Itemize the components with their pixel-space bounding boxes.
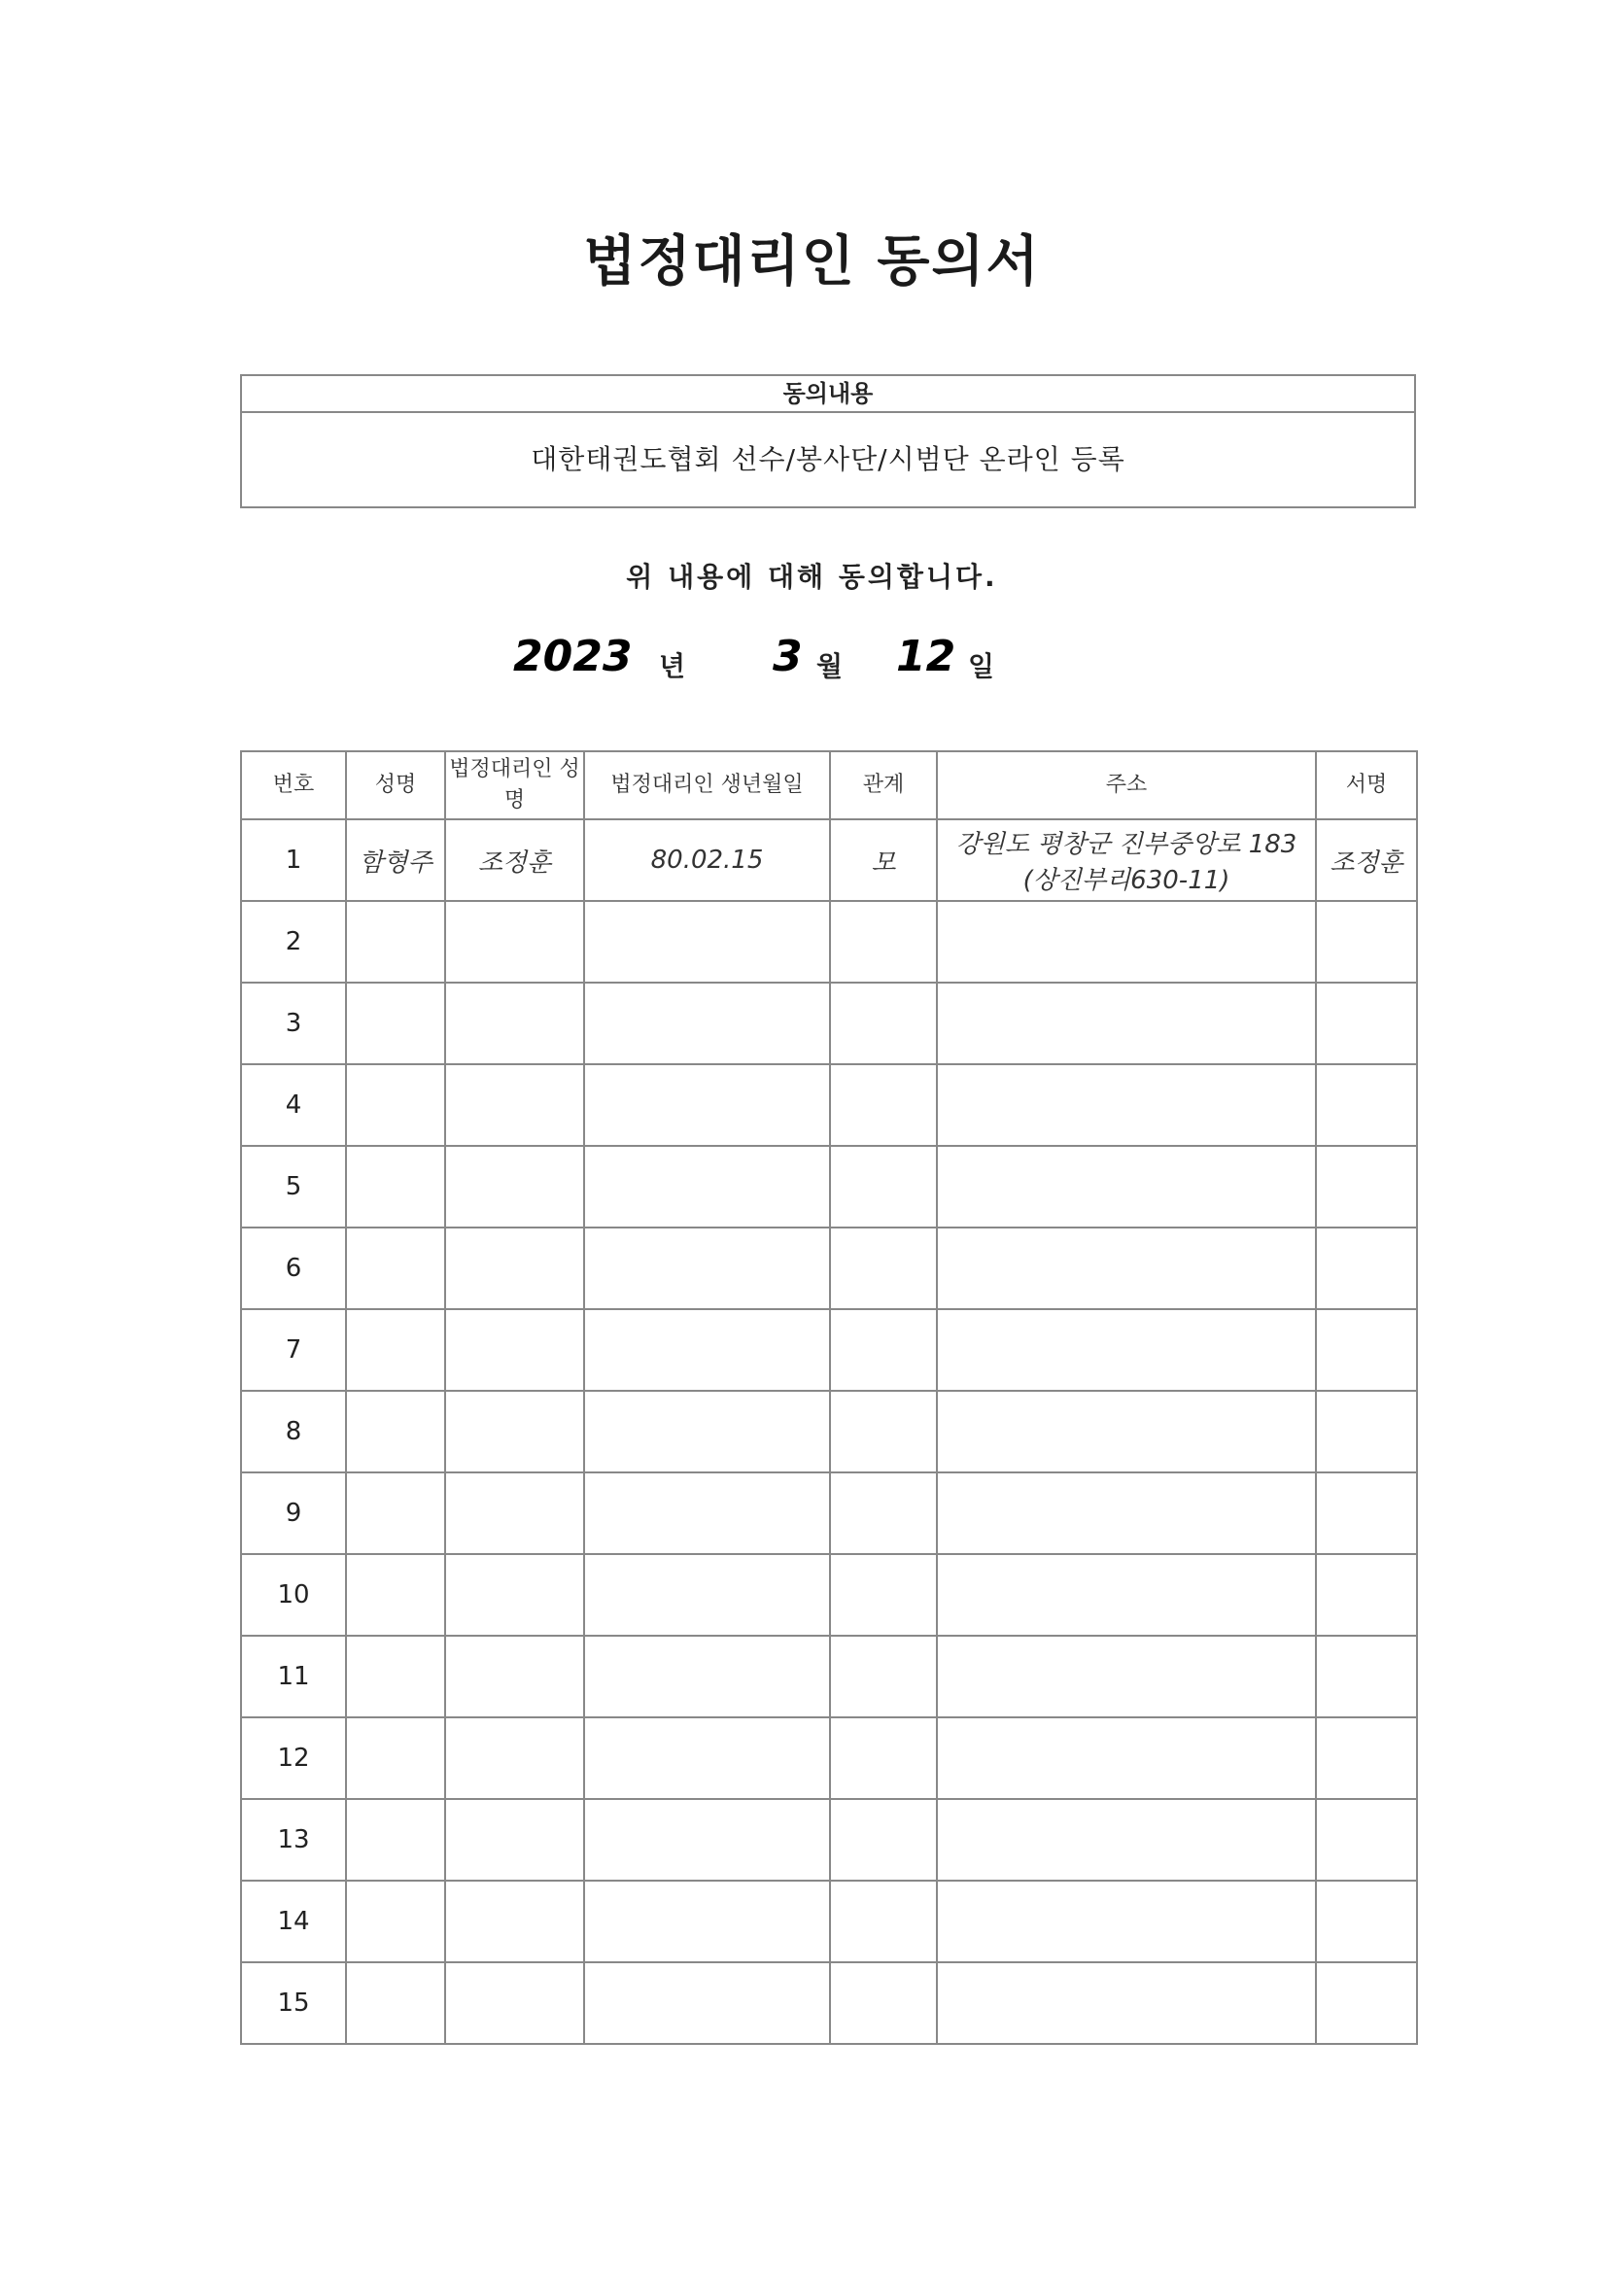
cell-relation [830,1472,937,1554]
cell-relation [830,1636,937,1717]
cell-signature [1316,1717,1417,1799]
cell-address [937,1962,1316,2044]
cell-name [346,1636,445,1717]
cell-guardian-name [445,983,584,1064]
cell-name [346,1228,445,1309]
cell-name [346,1309,445,1391]
cell-no: 4 [241,1064,346,1146]
cell-guardian-birth [584,1228,830,1309]
cell-no: 12 [241,1717,346,1799]
header-no: 번호 [241,751,346,819]
cell-signature [1316,1962,1417,2044]
cell-address [937,1309,1316,1391]
table-row [241,1309,1417,1391]
cell-signature [1316,1554,1417,1636]
cell-relation [830,1228,937,1309]
cell-no: 6 [241,1228,346,1309]
cell-name [346,1554,445,1636]
table-header-row [241,751,1417,819]
cell-guardian-name [445,901,584,983]
header-guardian-name: 법정대리인 성명 [445,751,584,819]
date-month-label: 월 [816,650,844,682]
date-day: 12 [896,632,956,681]
cell-relation [830,983,937,1064]
cell-relation [830,1554,937,1636]
cell-name [346,1146,445,1228]
cell-address [937,1881,1316,1962]
cell-guardian-name [445,1391,584,1472]
cell-no: 3 [241,983,346,1064]
cell-guardian-birth [584,1309,830,1391]
cell-address [937,1717,1316,1799]
cell-name [346,1717,445,1799]
header-guardian-birth: 법정대리인 생년월일 [584,751,830,819]
cell-guardian-name: 조정훈 [445,819,584,901]
cell-relation [830,1881,937,1962]
table-row [241,1472,1417,1554]
table-row [241,1228,1417,1309]
cell-no: 5 [241,1146,346,1228]
cell-address [937,1472,1316,1554]
consent-header: 동의내용 [242,376,1414,413]
cell-signature [1316,1636,1417,1717]
cell-signature [1316,1881,1417,1962]
cell-guardian-birth [584,1799,830,1881]
cell-no: 9 [241,1472,346,1554]
cell-guardian-birth [584,1717,830,1799]
date-row [0,632,1624,690]
cell-name [346,983,445,1064]
cell-relation [830,1146,937,1228]
cell-guardian-birth [584,1554,830,1636]
cell-no: 7 [241,1309,346,1391]
cell-guardian-birth [584,1472,830,1554]
header-signature: 서명 [1316,751,1417,819]
cell-no: 10 [241,1554,346,1636]
table-row [241,1146,1417,1228]
page-title: 법정대리인 동의서 [583,230,1041,294]
date-month: 3 [773,632,803,681]
cell-address [937,1064,1316,1146]
cell-guardian-birth [584,983,830,1064]
cell-relation [830,1309,937,1391]
cell-signature [1316,983,1417,1064]
cell-signature [1316,1391,1417,1472]
cell-relation [830,901,937,983]
cell-no: 11 [241,1636,346,1717]
cell-guardian-name [445,1881,584,1962]
cell-no: 14 [241,1881,346,1962]
table-row [241,1881,1417,1962]
cell-name [346,1962,445,2044]
cell-guardian-name [445,1636,584,1717]
table-row [241,1636,1417,1717]
cell-address: 강원도 평창군 진부중앙로 183 (상진부리630-11) [937,819,1316,901]
cell-signature [1316,1228,1417,1309]
table-row [241,1554,1417,1636]
cell-guardian-name [445,1554,584,1636]
agreement-statement: 위 내용에 대해 동의합니다. [626,561,998,593]
header-relation: 관계 [830,751,937,819]
cell-guardian-name [445,1309,584,1391]
cell-guardian-birth [584,1391,830,1472]
cell-relation [830,1391,937,1472]
cell-address [937,1391,1316,1472]
cell-signature: 조정훈 [1316,819,1417,901]
table-row [241,901,1417,983]
table-row [241,1962,1417,2044]
table-row [241,819,1417,901]
cell-signature [1316,901,1417,983]
cell-name [346,1472,445,1554]
table-row [241,1717,1417,1799]
cell-no: 1 [241,819,346,901]
cell-guardian-name [445,1146,584,1228]
cell-signature [1316,1472,1417,1554]
cell-guardian-birth [584,1881,830,1962]
cell-signature [1316,1064,1417,1146]
cell-name [346,1799,445,1881]
guardian-table [240,750,1418,2045]
header-name: 성명 [346,751,445,819]
cell-address [937,1636,1316,1717]
cell-guardian-birth [584,1146,830,1228]
cell-signature [1316,1146,1417,1228]
cell-guardian-birth [584,901,830,983]
cell-no: 8 [241,1391,346,1472]
cell-no: 2 [241,901,346,983]
cell-guardian-name [445,1962,584,2044]
date-day-label: 일 [968,650,995,682]
cell-name: 함형주 [346,819,445,901]
cell-relation [830,1064,937,1146]
cell-signature [1316,1309,1417,1391]
cell-signature [1316,1799,1417,1881]
cell-no: 13 [241,1799,346,1881]
date-year: 2023 [513,632,633,681]
cell-relation [830,1962,937,2044]
cell-name [346,1064,445,1146]
cell-address [937,1554,1316,1636]
cell-name [346,1881,445,1962]
cell-guardian-birth [584,1962,830,2044]
cell-no: 15 [241,1962,346,2044]
cell-guardian-name [445,1472,584,1554]
table-row [241,1391,1417,1472]
cell-address [937,901,1316,983]
cell-address [937,1228,1316,1309]
cell-relation [830,1799,937,1881]
consent-content-box [240,374,1416,508]
cell-relation: 모 [830,819,937,901]
cell-address [937,1146,1316,1228]
header-address: 주소 [937,751,1316,819]
date-year-label: 년 [659,650,686,682]
cell-guardian-birth: 80.02.15 [584,819,830,901]
cell-guardian-name [445,1799,584,1881]
cell-guardian-name [445,1064,584,1146]
cell-guardian-birth [584,1064,830,1146]
cell-name [346,901,445,983]
cell-guardian-name [445,1717,584,1799]
consent-body: 대한태권도협회 선수/봉사단/시범단 온라인 등록 [531,443,1125,475]
cell-relation [830,1717,937,1799]
table-row [241,983,1417,1064]
table-row [241,1064,1417,1146]
cell-guardian-birth [584,1636,830,1717]
table-row [241,1799,1417,1881]
cell-address [937,1799,1316,1881]
cell-guardian-name [445,1228,584,1309]
cell-address [937,983,1316,1064]
cell-name [346,1391,445,1472]
